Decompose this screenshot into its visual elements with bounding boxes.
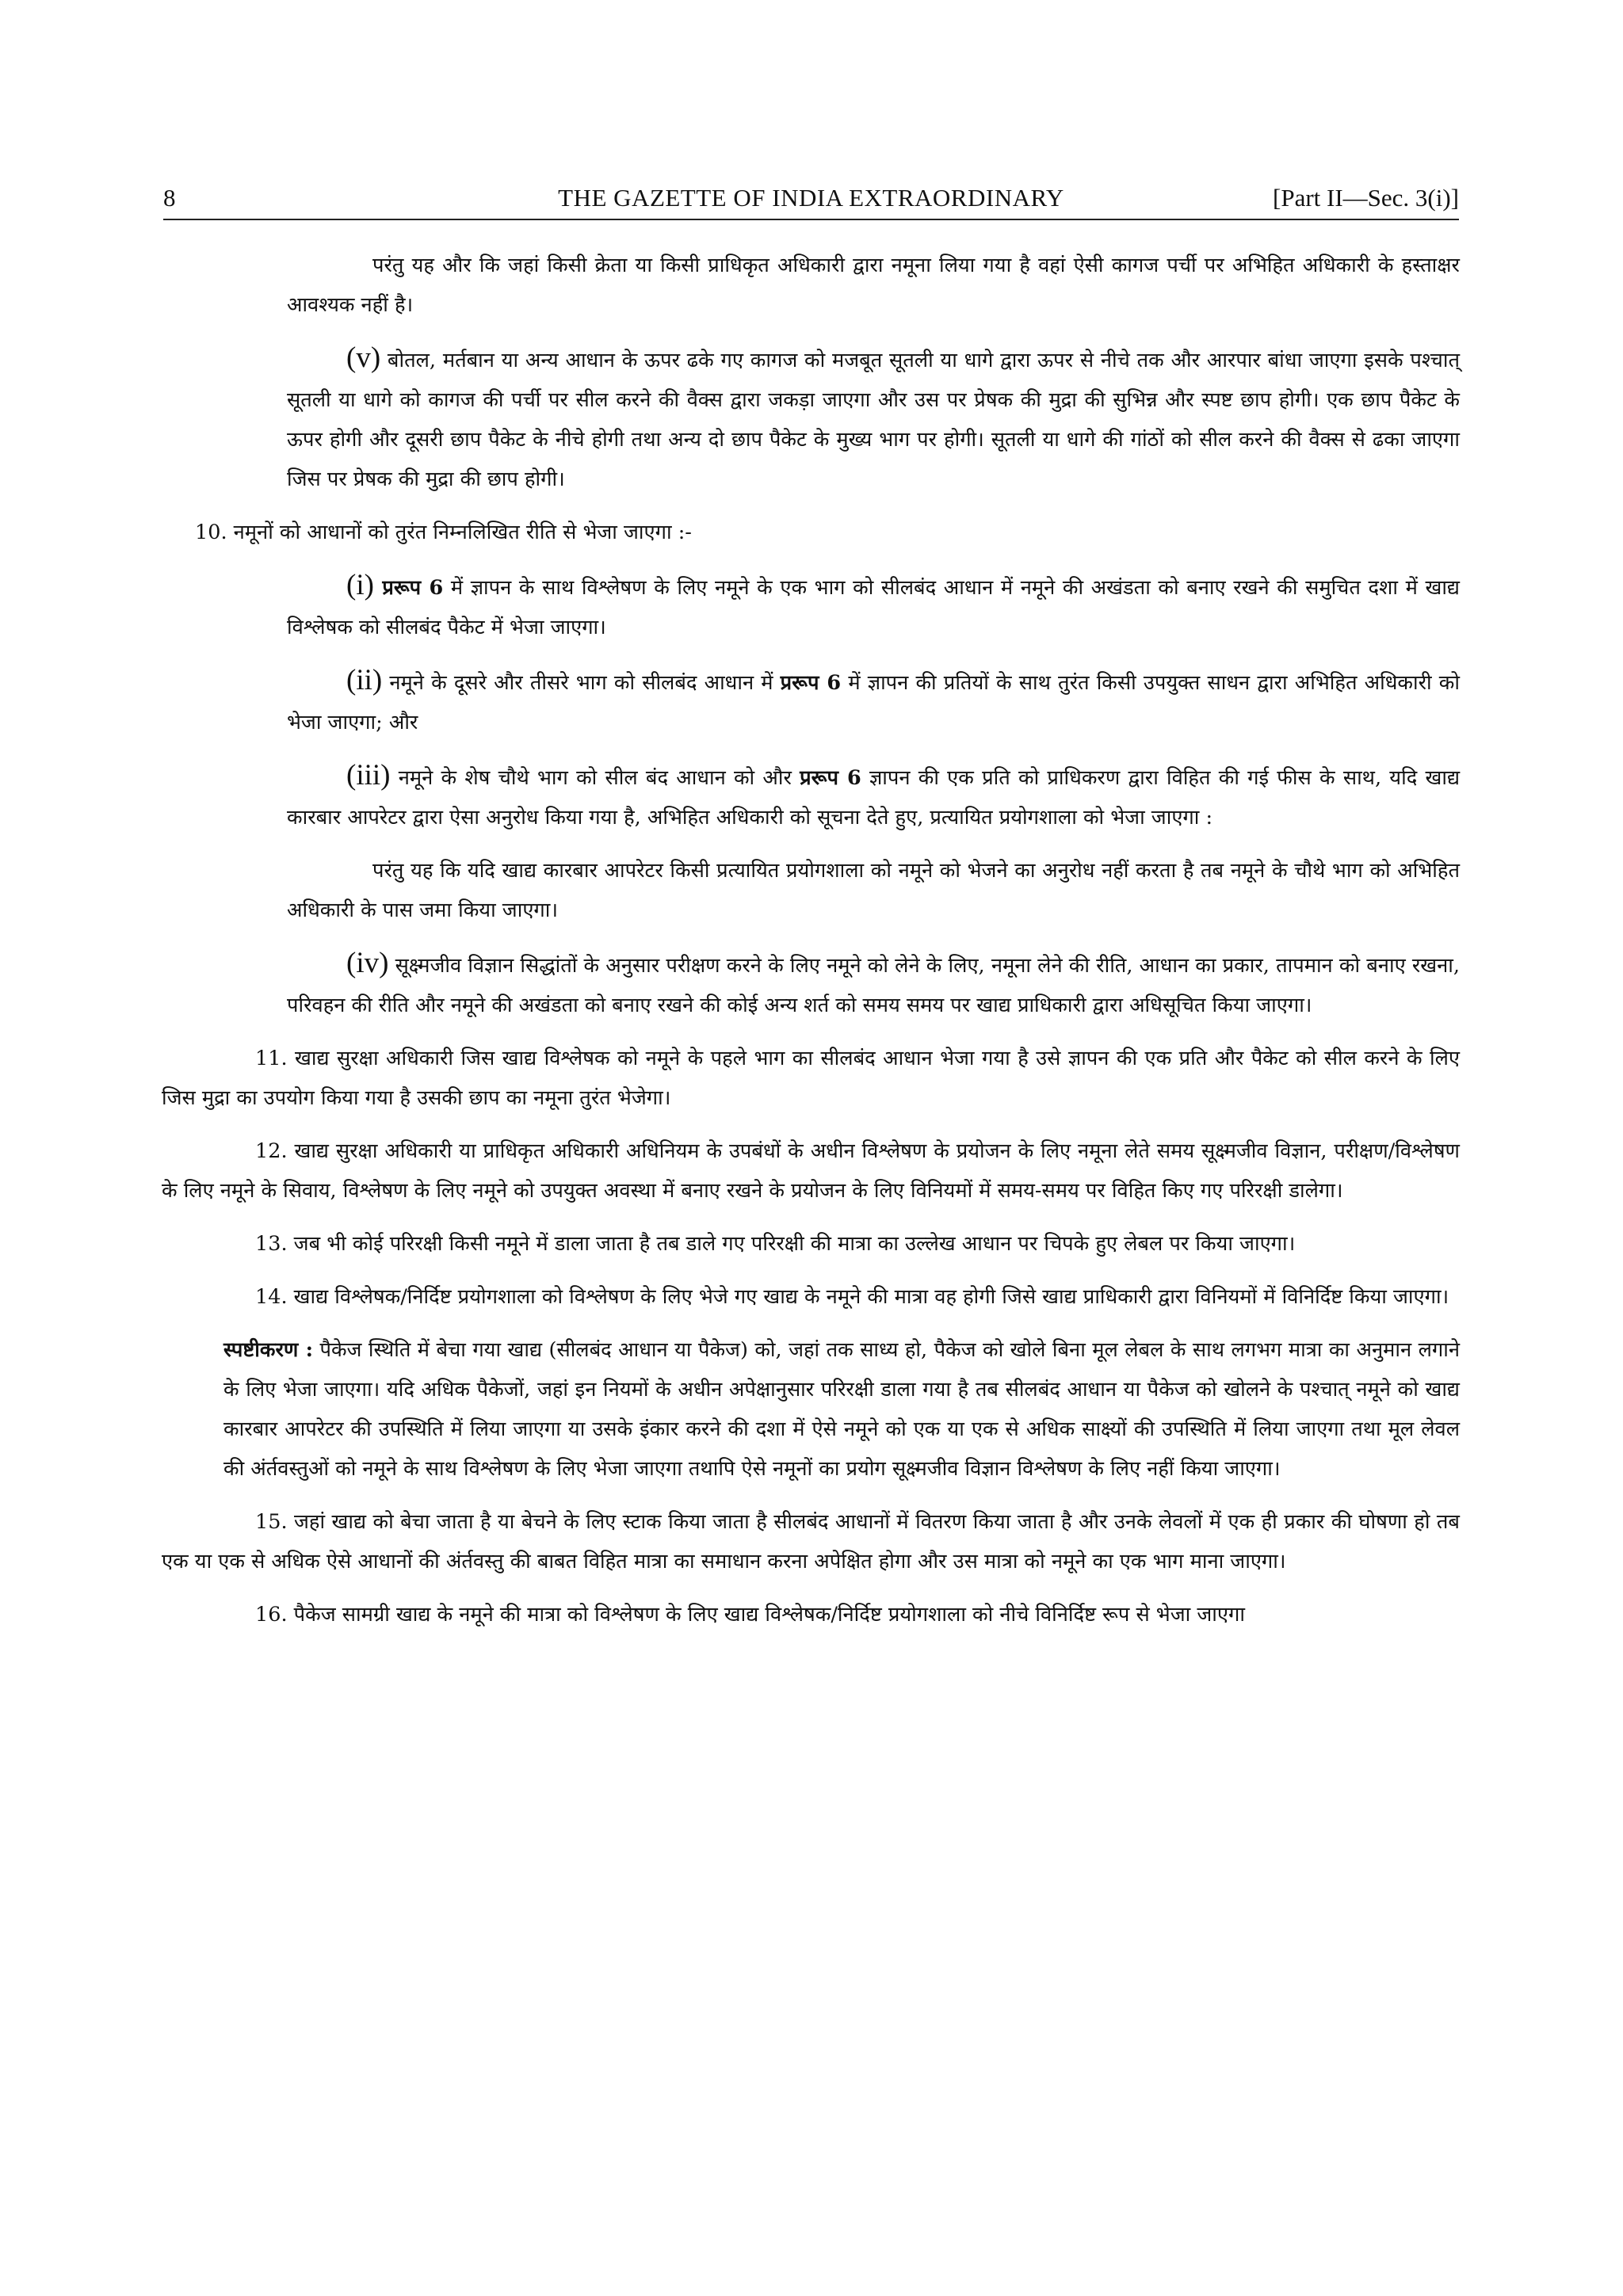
rule-16: 16. पैकेज सामग्री खाद्य के नमूने की मात्रा को विश्लेषण के लिए खाद्य विश्लेषक/निर्दिष्ट प्रयोगशाला को नीचे विनिर्दिष्ट रूप से भेजा जाएगा [255, 1603, 1245, 1627]
clause-v: (v) बोतल, मर्तबान या अन्य आधान के ऊपर ढके गए कागज को मजबूत सूतली या धागे द्वारा ऊपर से नीचे तक और आरपार बांधा जाएगा इसके पश्चात् सूतली या धागे को कागज की पर्ची पर सील करने की वैक्स द्वारा जकड़ा जाएगा और उस पर प्रेषक की मुद्रा की सुभिन्न और स्पष्ट छाप होगी। एक छाप पैकेट के ऊपर होगी और दूसरी छाप पैकेट के नीचे होगी तथा अन्य दो छाप पैकेट के मुख्य भाग पर होगी। सूतली या धागे की गांठों को सील करने की वैक्स से ढका जाएगा जिस पर प्रेषक की मुद्रा की छाप होगी। [287, 341, 1460, 491]
rule-12: 12. खाद्य सुरक्षा अधिकारी या प्राधिकृत अधिकारी अधिनियम के उपबंधों के अधीन विश्लेषण के प्रयोजन के लिए नमूना लेते समय सूक्ष्मजीव विज्ञान, परीक्षण/विश्लेषण के लिए नमूने के सिवाय, विश्लेषण के लिए नमूने को उपयुक्त अवस्था में बनाए रखने के प्रयोजन के लिए विनियमों में समय-समय पर विहित किए गए परिरक्षी डालेगा। [162, 1139, 1460, 1203]
rule-11: 11. खाद्य सुरक्षा अधिकारी जिस खाद्य विश्लेषक को नमूने के पहले भाग का सीलबंद आधान भेजा गया है उसे ज्ञापन की एक प्रति और पैकेट को सील करने के लिए जिस मुद्रा का उपयोग किया गया है उसकी छाप का नमूना तुरंत भेजेगा। [162, 1047, 1460, 1110]
clause-iii: (iii) नमूने के शेष चौथे भाग को सील बंद आधान को और प्ररूप 6 ज्ञापन की एक प्रति को प्राधिकरण द्वारा विहित की गई फीस के साथ, यदि खाद्य कारबार आपरेटर द्वारा ऐसा अनुरोध किया गया है, अभिहित अधिकारी को सूचना देते हुए, प्रत्यायित प्रयोगशाला को भेजा जाएगा : [287, 759, 1461, 830]
page-number: 8 [163, 184, 176, 212]
clause-iv: (iv) सूक्ष्मजीव विज्ञान सिद्धांतों के अनुसार परीक्षण करने के लिए नमूने को लेने के लिए, नमूना लेने की रीति, आधान का प्रकार, तापमान को बनाए रखना, परिवहन की रीति और नमूने की अखंडता को बनाए रखने की कोई अन्य शर्त को समय समय पर खाद्य प्राधिकारी द्वारा अधिसूचित किया जाएगा। [287, 947, 1461, 1017]
rule-15: 15. जहां खाद्य को बेचा जाता है या बेचने के लिए स्टाक किया जाता है सीलबंद आधानों में वितरण किया जाता है और उनके लेवलों में एक ही प्रकार की घोषणा हो तब एक या एक से अधिक ऐसे आधानों की अंर्तवस्तु की बाबत विहित मात्रा का समाधान करना अपेक्षित होगा और उस मात्रा को नमूने का एक भाग माना जाएगा। [162, 1510, 1460, 1573]
part-section: [Part II—Sec. 3(i)] [1273, 184, 1459, 212]
page-header [163, 181, 1459, 215]
proviso-clause-iii: परंतु यह कि यदि खाद्य कारबार आपरेटर किसी प्रत्यायित प्रयोगशाला को नमूने को भेजने का अनुरोध नहीं करता है तब नमूने के चौथे भाग को अभिहित अधिकारी के पास जमा किया जाएगा। [287, 859, 1460, 922]
rule-10: 10. नमूनों को आधानों को तुरंत निम्नलिखित रीति से भेजा जाएगा :- [195, 521, 692, 544]
gazette-title: THE GAZETTE OF INDIA EXTRAORDINARY [558, 184, 1064, 212]
proviso-paragraph: परंतु यह और कि जहां किसी क्रेता या किसी प्राधिकृत अधिकारी द्वारा नमूना लिया गया है वहां ऐसी कागज पर्ची पर अभिहित अधिकारी के हस्ताक्षर आवश्यक नहीं है। [287, 254, 1460, 317]
clause-i: (i) प्ररूप 6 में ज्ञापन के साथ विश्लेषण के लिए नमूने के एक भाग को सीलबंद आधान में नमूने की अखंडता को बनाए रखने की समुचित दशा में खाद्य विश्लेषक को सीलबंद पैकेट में भेजा जाएगा। [287, 569, 1460, 639]
clause-ii: (ii) नमूने के दूसरे और तीसरे भाग को सीलबंद आधान में प्ररूप 6 में ज्ञापन की प्रतियों के साथ तुरंत किसी उपयुक्त साधन द्वारा अभिहित अधिकारी को भेजा जाएगा; और [287, 664, 1460, 734]
rule-14: 14. खाद्य विश्लेषक/निर्दिष्ट प्रयोगशाला को विश्लेषण के लिए भेजे गए खाद्य के नमूने की मात्रा वह होगी जिसे खाद्य प्राधिकारी द्वारा विनियमों में विनिर्दिष्ट किया जाएगा। [255, 1285, 1449, 1309]
document-body [162, 246, 1461, 1648]
rule-13: 13. जब भी कोई परिरक्षी किसी नमूने में डाला जाता है तब डाले गए परिरक्षी की मात्रा का उल्लेख आधान पर चिपके हुए लेबल पर किया जाएगा। [255, 1232, 1296, 1256]
header-rule [163, 219, 1459, 220]
explanation-block: स्पष्टीकरण : पैकेज स्थिति में बेचा गया खाद्य (सीलबंद आधान या पैकेज) को, जहां तक साध्य हो, पैकेज को खोले बिना मूल लेबल के साथ लगभग मात्रा का अनुमान लगाने के लिए भेजा जाएगा। यदि अधिक पैकेजों, जहां इन नियमों के अधीन अपेक्षानुसार परिरक्षी डाला गया है तब सीलबंद आधान या पैकेज को खोलने के पश्चात् नमूने को खाद्य कारबार आपरेटर की उपस्थिति में लिया जाएगा या उसके इंकार करने की दशा में ऐसे नमूने को एक या एक से अधिक साक्ष्यों की उपस्थिति में लिया जाएगा तथा मूल लेवल की अंर्तवस्तुओं को नमूने के साथ विश्लेषण के लिए भेजा जाएगा तथापि ऐसे नमूनों का प्रयोग सूक्ष्मजीव विज्ञान विश्लेषण के लिए नहीं किया जाएगा। [223, 1338, 1460, 1481]
